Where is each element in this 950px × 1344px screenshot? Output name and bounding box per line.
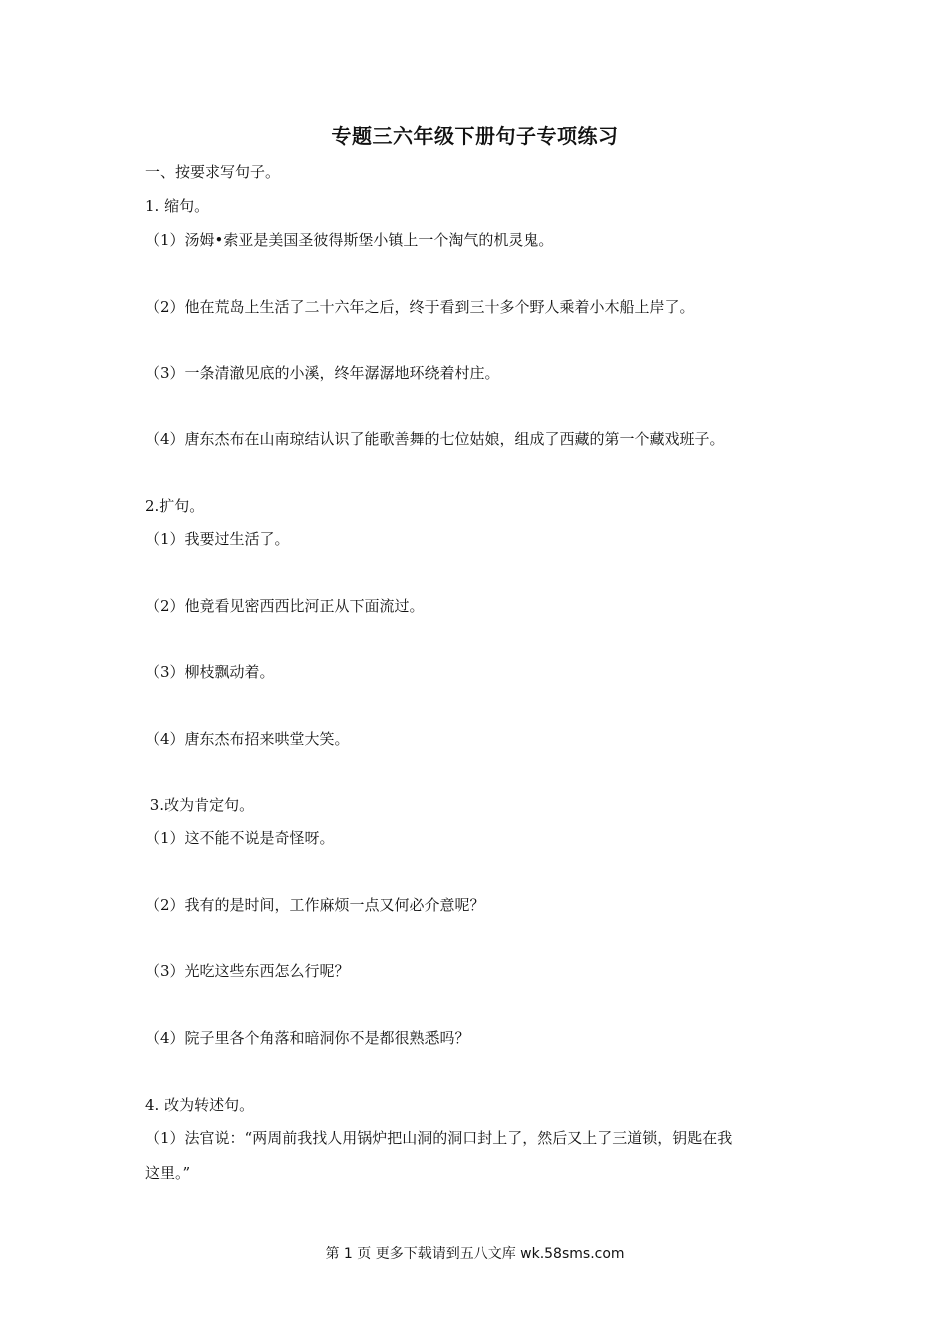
- question-4-item-1-line-1: （1）法官说：“两周前我找人用锅炉把山洞的洞口封上了，然后又上了三道锁，钥匙在我: [145, 1129, 733, 1147]
- question-3-item-1: （1）这不能不说是奇怪呀。: [145, 829, 335, 847]
- question-3-item-3: （3）光吃这些东西怎么行呢？: [145, 962, 350, 980]
- question-2-item-3: （3）柳枝飘动着。: [145, 663, 275, 681]
- question-1-item-2: （2）他在荒岛上生活了二十六年之后，终于看到三十多个野人乘着小木船上岸了。: [145, 298, 695, 316]
- question-3-heading: 3.改为肯定句。: [145, 796, 255, 814]
- question-2-item-1: （1）我要过生活了。: [145, 530, 290, 548]
- page-title: 专题三六年级下册句子专项练习: [331, 124, 619, 148]
- question-3-item-4: （4）院子里各个角落和暗洞你不是都很熟悉吗？: [145, 1029, 470, 1047]
- question-4-heading: 4. 改为转述句。: [145, 1096, 255, 1114]
- question-2-item-2: （2）他竟看见密西西比河正从下面流过。: [145, 597, 425, 615]
- section-heading: 一、按要求写句子。: [145, 163, 281, 181]
- question-1-item-1: （1）汤姆•索亚是美国圣彼得斯堡小镇上一个淘气的机灵鬼。: [145, 231, 554, 249]
- question-1-item-4: （4）唐东杰布在山南琼结认识了能歌善舞的七位姑娘，组成了西藏的第一个藏戏班子。: [145, 430, 725, 448]
- page-footer: 第 1 页 更多下载请到五八文库 wk.58sms.com: [325, 1246, 625, 1262]
- question-4-item-1-line-2: 这里。”: [145, 1164, 191, 1182]
- question-2-heading: 2.扩句。: [145, 497, 205, 515]
- question-2-item-4: （4）唐东杰布招来哄堂大笑。: [145, 730, 350, 748]
- question-1-item-3: （3）一条清澈见底的小溪，终年潺潺地环绕着村庄。: [145, 364, 500, 382]
- question-3-item-2: （2）我有的是时间，工作麻烦一点又何必介意呢？: [145, 896, 485, 914]
- question-1-heading: 1. 缩句。: [145, 197, 210, 215]
